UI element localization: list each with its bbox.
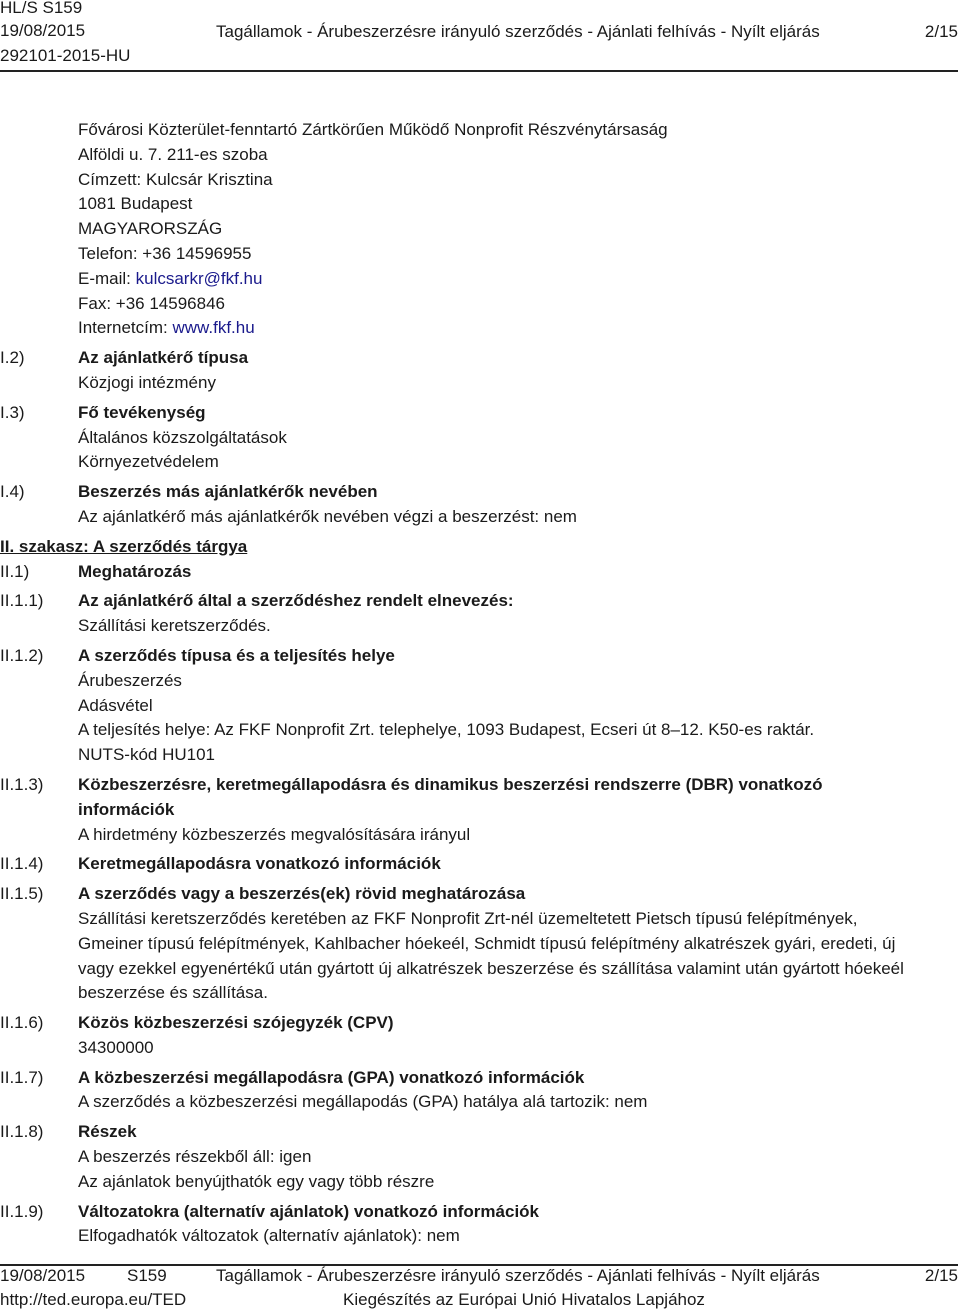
section-ii-1-3 xyxy=(0,773,960,847)
section-number: II.1.5) xyxy=(0,884,44,904)
header-date: 19/08/2015 xyxy=(0,21,86,40)
section-heading: Az ajánlatkérő típusa xyxy=(78,348,249,368)
section-number: II.1.6) xyxy=(0,1013,44,1033)
section-heading: Változatokra (alternatív ajánlatok) vonatkozó információk xyxy=(78,1201,540,1221)
section-number: II.1.8) xyxy=(0,1122,44,1142)
section-heading: Meghatározás xyxy=(78,561,192,581)
section-heading-cont: információk xyxy=(78,799,175,819)
section-value: Elfogadhatók változatok (alternatív ajánlatok): nem xyxy=(78,1226,460,1246)
section-value: NUTS-kód HU101 xyxy=(78,745,215,765)
address: Alföldi u. 7. 211-es szoba xyxy=(78,144,268,164)
header-title: Tagállamok - Árubeszerzésre irányuló szerződés - Ajánlati felhívás - Nyílt eljárás xyxy=(216,22,820,41)
section-text-line: Szállítási keretszerződés keretében az FKF Nonprofit Zrt-nél üzemeltetett Pietsch típusú felépítmények, xyxy=(78,908,858,928)
section-number: II.1.3) xyxy=(0,774,44,794)
section-value: Az ajánlatok benyújthatók egy vagy több részre xyxy=(78,1171,435,1191)
footer-supplement: Kiegészítés az Európai Unió Hivatalos Lapjához xyxy=(343,1290,705,1309)
section-heading: Közbeszerzésre, keretmegállapodásra és dinamikus beszerzési rendszerre (DBR) vonatkozó xyxy=(78,774,823,794)
section-heading: Fő tevékenység xyxy=(78,402,206,422)
section-value: Szállítási keretszerződés. xyxy=(78,616,271,636)
document-body xyxy=(0,118,960,1249)
section-ii-1 xyxy=(0,560,960,585)
header-rule xyxy=(0,70,958,72)
footer-url[interactable]: http://ted.europa.eu/TED xyxy=(0,1290,187,1309)
web-link[interactable]: www.fkf.hu xyxy=(172,318,255,338)
section-text-line: beszerzése és szállítása. xyxy=(78,983,268,1003)
section-number: I.3) xyxy=(0,402,25,422)
section-ii-1-4 xyxy=(0,852,960,877)
section-heading: A szerződés típusa és a teljesítés helye xyxy=(78,645,395,665)
section-value: Környezetvédelem xyxy=(78,452,219,472)
section-heading: Részek xyxy=(78,1122,137,1142)
section-i-3 xyxy=(0,401,960,475)
section-number: II.1.9) xyxy=(0,1201,44,1221)
section-value: A beszerzés részekből áll: igen xyxy=(78,1147,312,1167)
web-line xyxy=(78,316,960,341)
section-heading: Az ajánlatkérő által a szerződéshez rendelt elnevezés: xyxy=(78,591,514,611)
section-value: A szerződés a közbeszerzési megállapodás (GPA) hatálya alá tartozik: nem xyxy=(78,1092,648,1112)
section-value: Árubeszerzés xyxy=(78,670,182,690)
section-ii-1-5 xyxy=(0,882,960,1006)
section-ii-1-1 xyxy=(0,589,960,639)
page-footer xyxy=(0,1262,960,1311)
email-label: E-mail: xyxy=(78,268,136,288)
section-i-2 xyxy=(0,346,960,396)
section-value: Közjogi intézmény xyxy=(78,372,216,392)
attention: Címzett: Kulcsár Krisztina xyxy=(78,169,273,189)
web-label: Internetcím: xyxy=(78,318,173,338)
section-heading: A szerződés vagy a beszerzés(ek) rövid meghatározása xyxy=(78,884,526,904)
section-ii-1-6 xyxy=(0,1011,960,1061)
section-i-4 xyxy=(0,480,960,530)
notice-id: 292101-2015-HU xyxy=(0,46,131,65)
org-name: Fővárosi Közterület-fenntartó Zártkörűen Működő Nonprofit Részvénytársaság xyxy=(78,120,668,139)
page-header xyxy=(0,0,960,72)
section-heading: Közös közbeszerzési szójegyzék (CPV) xyxy=(78,1013,394,1033)
section-heading: Keretmegállapodásra vonatkozó információk xyxy=(78,854,441,874)
section-heading: Beszerzés más ajánlatkérők nevében xyxy=(78,482,378,502)
section-number: II.1) xyxy=(0,561,30,581)
section-number: II.1.7) xyxy=(0,1067,44,1087)
cpv-code: 34300000 xyxy=(78,1037,154,1057)
footer-page: 2/15 xyxy=(924,1266,958,1285)
section-value: Az ajánlatkérő más ajánlatkérők nevében végzi a beszerzést: nem xyxy=(78,506,577,526)
section-number: I.2) xyxy=(0,348,25,368)
section-text-line: vagy ezekkel egyenértékű után gyártott új alkatrészek beszerzése és szállítása valamint után gyártott hóekeél xyxy=(78,958,904,978)
section-ii-1-9 xyxy=(0,1200,960,1250)
footer-journal: S159 xyxy=(127,1266,167,1285)
section-ii-1-7 xyxy=(0,1066,960,1116)
email-line xyxy=(78,267,960,292)
header-page: 2/15 xyxy=(924,22,958,41)
section-value: Adásvétel xyxy=(78,695,153,715)
section-value: A teljesítés helye: Az FKF Nonprofit Zrt. telephelye, 1093 Budapest, Ecseri út 8–12. K50-es raktár. xyxy=(78,720,815,740)
contact-block xyxy=(78,118,960,341)
phone: Telefon: +36 14596955 xyxy=(78,243,252,263)
section-value: A hirdetmény közbeszerzés megvalósítására irányul xyxy=(78,824,471,844)
journal-ref: HL/S S159 xyxy=(0,0,83,17)
fax: Fax: +36 14596846 xyxy=(78,293,225,313)
section-number: II.1.1) xyxy=(0,591,44,611)
section-number: II.1.4) xyxy=(0,854,44,874)
section-ii-1-8 xyxy=(0,1120,960,1194)
section-heading: A közbeszerzési megállapodásra (GPA) vonatkozó információk xyxy=(78,1067,585,1087)
section-number: II.1.2) xyxy=(0,645,44,665)
email-link[interactable]: kulcsarkr@fkf.hu xyxy=(135,268,263,288)
section-number: I.4) xyxy=(0,482,25,502)
city: 1081 Budapest xyxy=(78,194,193,214)
footer-title: Tagállamok - Árubeszerzésre irányuló szerződés - Ajánlati felhívás - Nyílt eljárás xyxy=(216,1266,820,1285)
footer-date: 19/08/2015 xyxy=(0,1266,86,1285)
section-value: Általános közszolgáltatások xyxy=(78,427,287,447)
section-ii-title: II. szakasz: A szerződés tárgya xyxy=(0,536,248,556)
section-ii-1-2 xyxy=(0,644,960,768)
section-text-line: Gmeiner típusú felépítmények, Kahlbacher hóekeél, Schmidt típusú felépítmény alkatrészek gyári, eredeti, új xyxy=(78,933,896,953)
country: MAGYARORSZÁG xyxy=(78,219,223,239)
